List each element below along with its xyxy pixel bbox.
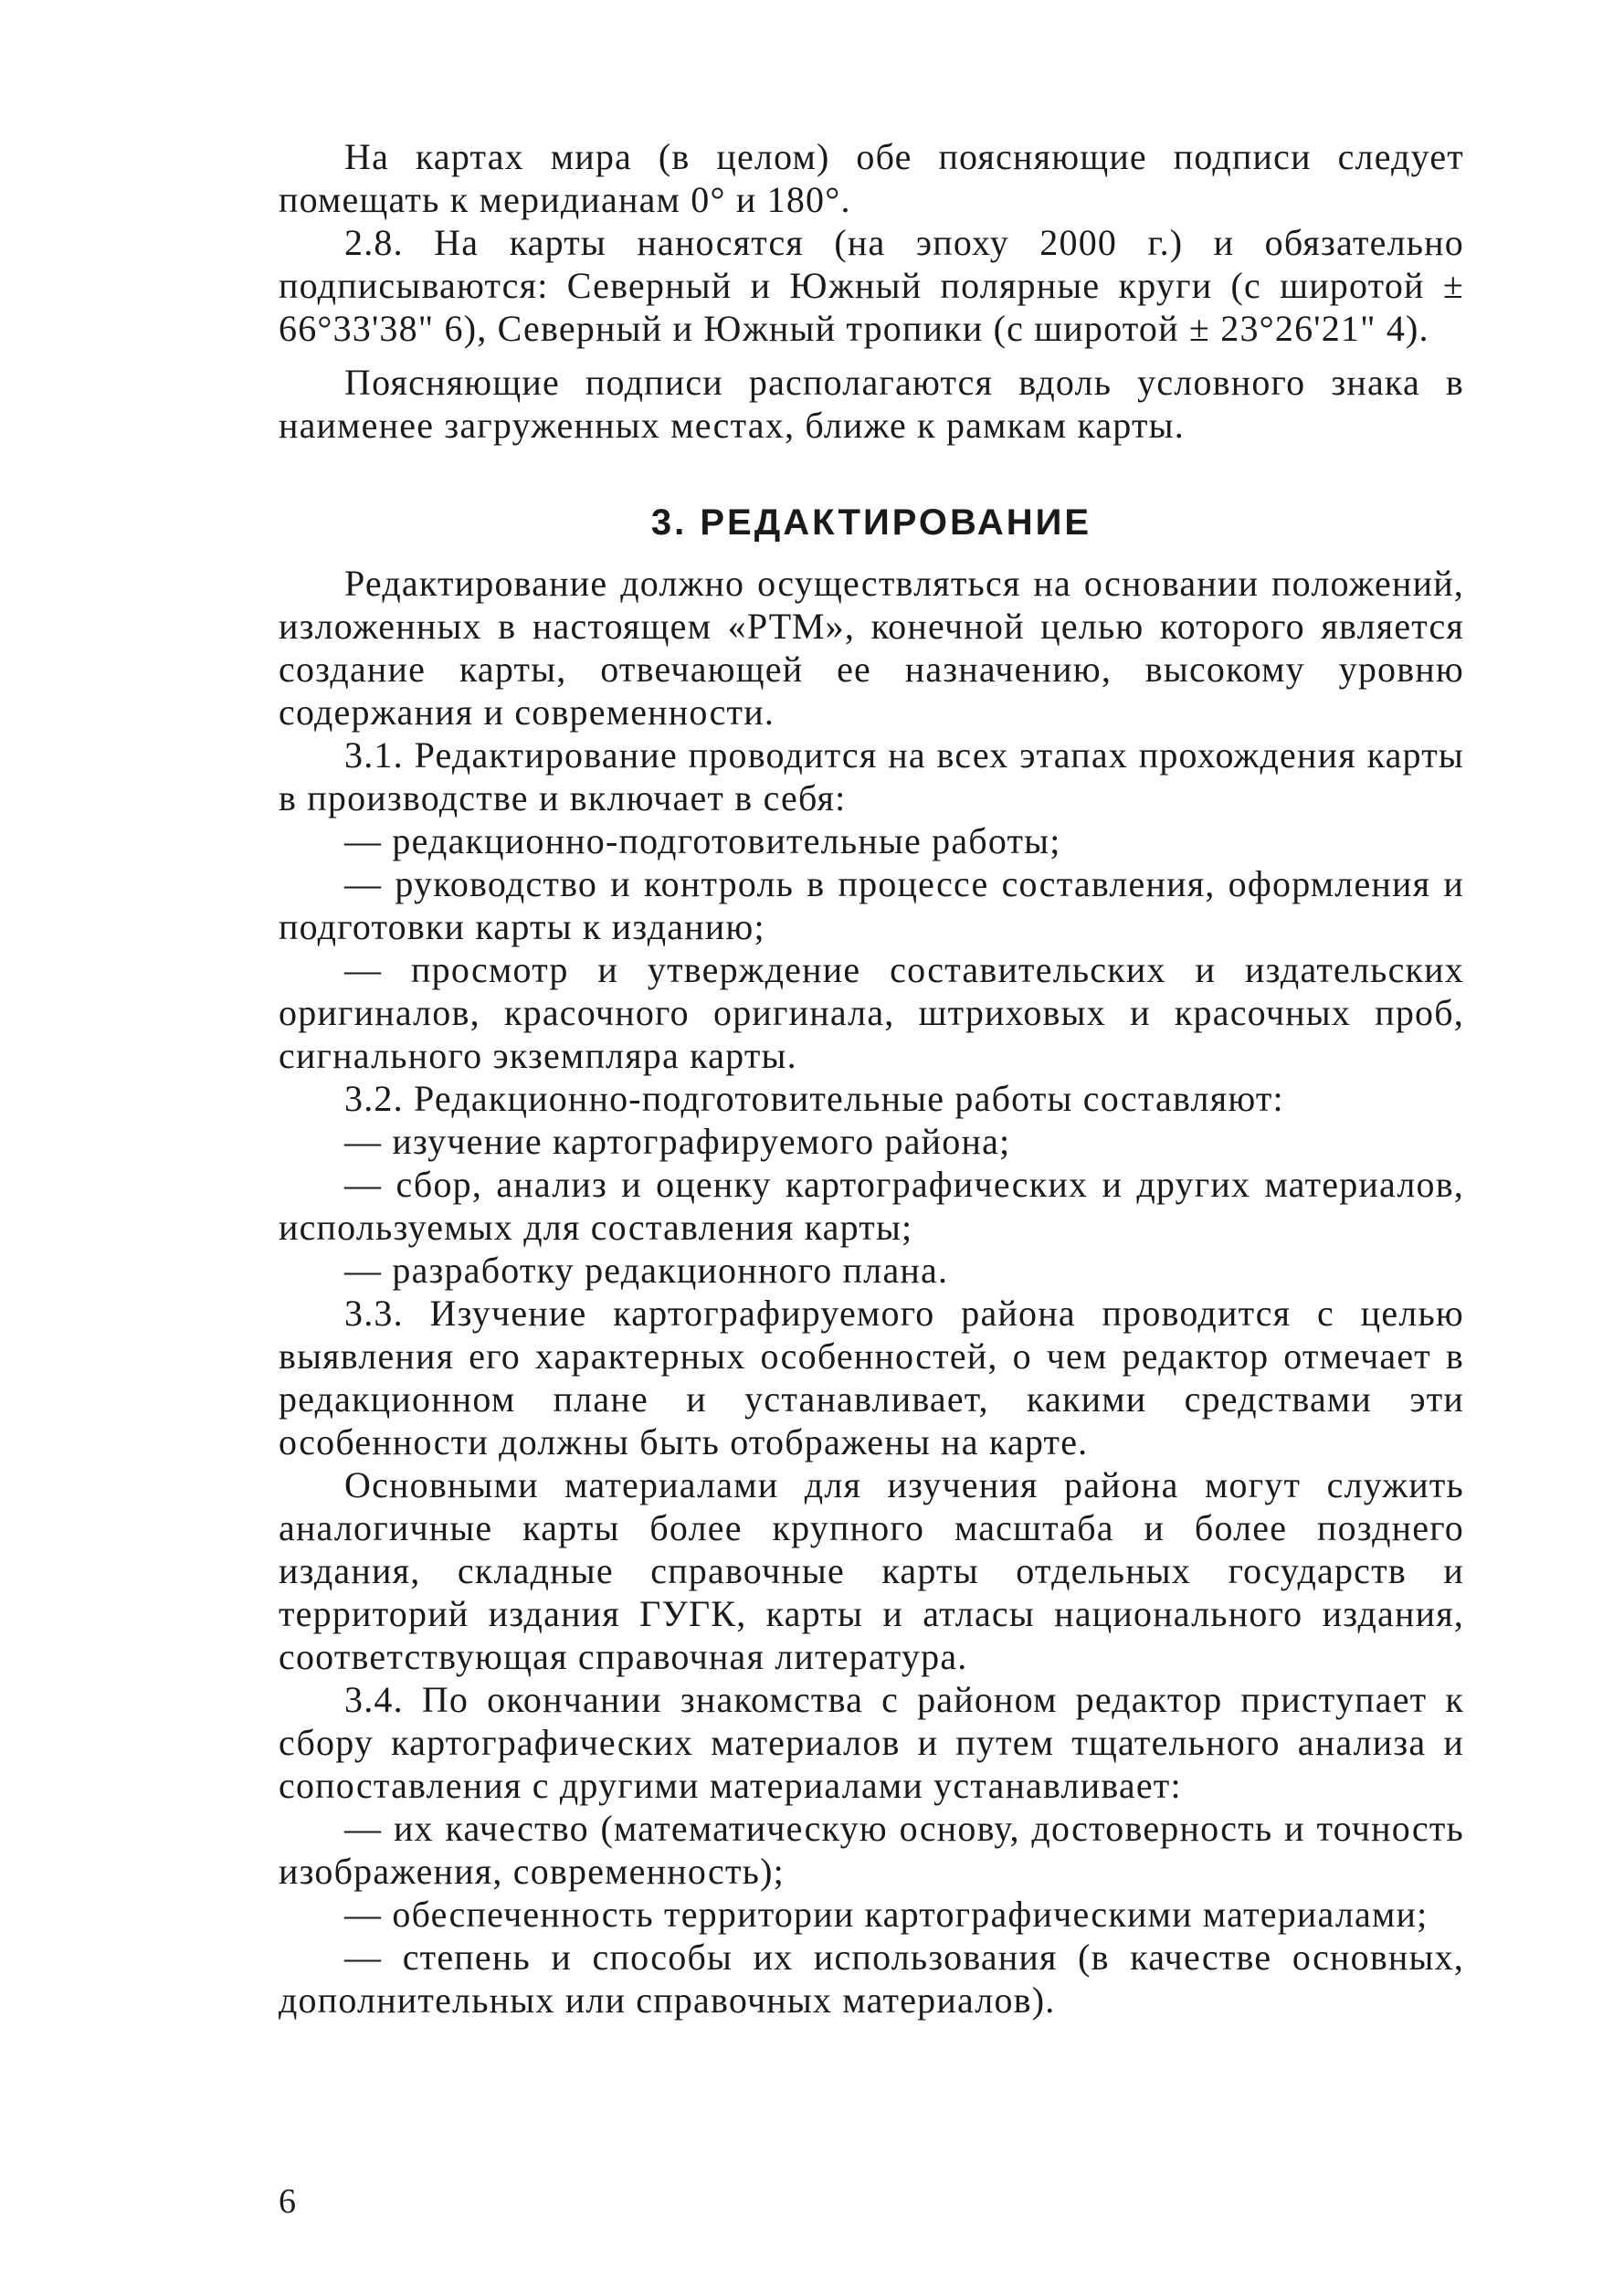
- paragraph: 3.3. Изучение картографируемого района проводится с целью выявления его характерных особенностей, о чем редактор отмечает в редакционном плане и устанавливает, какими средствами эти особенности должны быть отображены на карте.: [279, 1293, 1464, 1462]
- paragraph: Поясняющие подписи располагаются вдоль условного знака в наименее загруженных местах, ближе к рамкам карты.: [279, 362, 1464, 446]
- paragraph: Основными материалами для изучения района могут служить аналогичные карты более крупного масштаба и более позднего издания, складные справочные карты отдельных государств и территорий издания ГУГК, карты и атласы национального издания, соответствующая справочная литература.: [279, 1464, 1464, 1677]
- paragraph: 3.1. Редактирование проводится на всех этапах прохождения карты в производстве и включает в себя:: [279, 734, 1464, 818]
- paragraph: На картах мира (в целом) обе поясняющие подписи следует помещать к меридианам 0° и 180°.: [279, 136, 1464, 220]
- list-item: — сбор, анализ и оценку картографических и других материалов, используемых для составления карты;: [279, 1164, 1464, 1248]
- paragraph: 3.4. По окончании знакомства с районом редактор приступает к сбору картографических материалов и путем тщательного анализа и сопоставления с другими материалами устанавливает:: [279, 1679, 1464, 1806]
- list-item: — просмотр и утверждение составительских и издательских оригиналов, красочного оригинала, штриховых и красочных проб, сигнального экземпляра карты.: [279, 949, 1464, 1076]
- list-item: — редакционно-подготовительные работы;: [344, 820, 1061, 861]
- list-item: — обеспеченность территории картографическими материалами;: [344, 1894, 1429, 1935]
- page-number: 6: [279, 2182, 296, 2221]
- list-item: — их качество (математическую основу, достоверность и точность изображения, современность);: [279, 1808, 1464, 1892]
- list-item: — степень и способы их использования (в качестве основных, дополнительных или справочных материалов).: [279, 1937, 1464, 2021]
- list-item: — изучение картографируемого района;: [344, 1121, 1011, 1162]
- list-item: — разработку редакционного плана.: [344, 1250, 949, 1291]
- paragraph: 2.8. На карты наносятся (на эпоху 2000 г.) и обязательно подписываются: Северный и Южный полярные круги (с широтой ± 66°33'38" 6), Северный и Южный тропики (с широтой ± 23°26'21" 4).: [279, 222, 1464, 349]
- list-item: — руководство и контроль в процессе составления, оформления и подготовки карты к изданию;: [279, 863, 1464, 947]
- paragraph: Редактирование должно осуществляться на основании положений, изложенных в настоящем «РТМ», конечной целью которого является создание карты, отвечающей ее назначению, высокому уровню содержания и современности.: [279, 563, 1464, 733]
- paragraph: 3.2. Редакционно-подготовительные работы составляют:: [344, 1078, 1284, 1119]
- document-page: [279, 135, 1464, 2022]
- section-heading: 3. РЕДАКТИРОВАНИЕ: [650, 502, 1092, 543]
